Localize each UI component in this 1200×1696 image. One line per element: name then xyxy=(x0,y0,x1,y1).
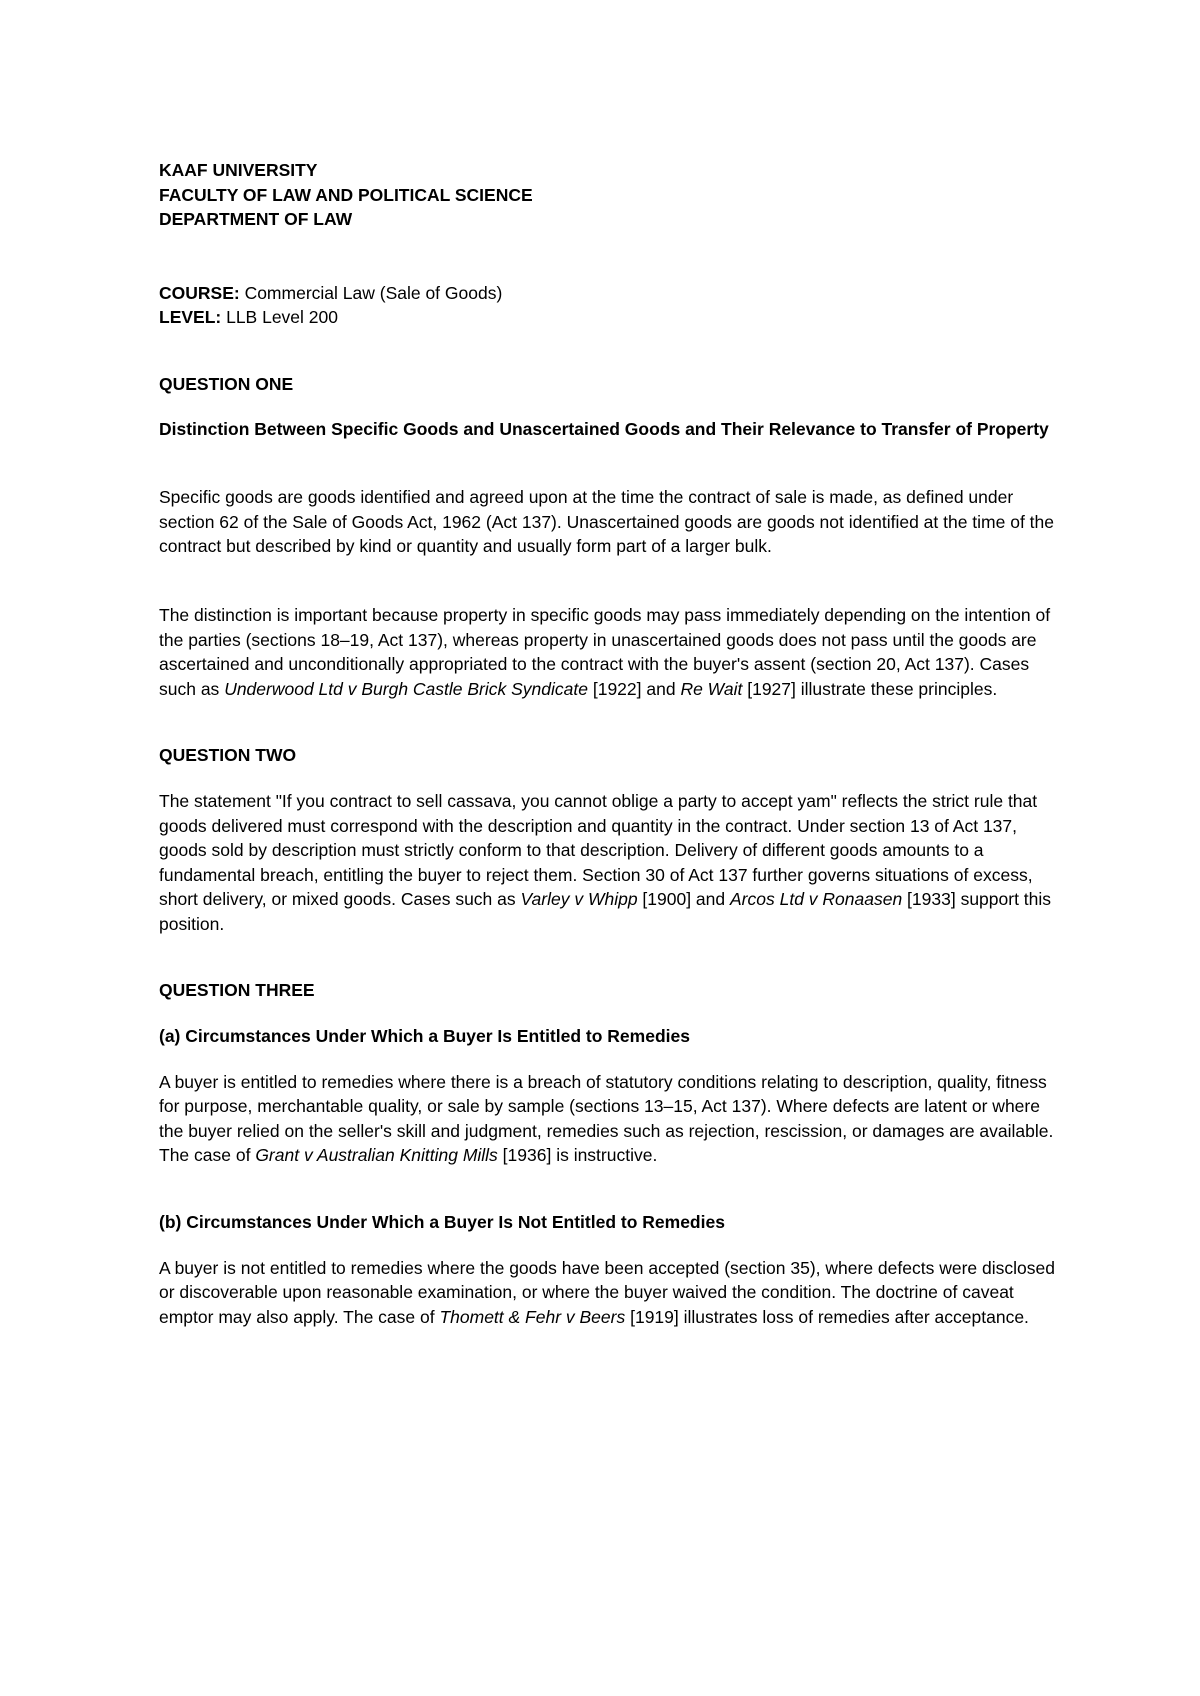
case-arcos: Arcos Ltd v Ronaasen xyxy=(730,889,903,910)
department-name: DEPARTMENT OF LAW xyxy=(159,209,353,230)
q2-text-b: [1900] and xyxy=(637,889,730,910)
q3b-end: [1919] illustrates loss of remedies after acceptance. xyxy=(625,1306,1029,1327)
question-three-a-heading: (a) Circumstances Under Which a Buyer Is Entitled to Remedies xyxy=(159,1026,690,1047)
case-varley: Varley v Whipp xyxy=(520,889,638,910)
level-label: LEVEL: xyxy=(159,307,222,328)
question-one-subheading: Distinction Between Specific Goods and Unascertained Goods and Their Relevance to Transfer of Property xyxy=(159,418,1049,439)
q1-p2-text-b: [1922] and xyxy=(587,678,681,699)
course-line xyxy=(159,281,1064,306)
document-page xyxy=(159,158,1064,1329)
question-three-heading: QUESTION THREE xyxy=(159,980,315,1001)
institution-header xyxy=(159,158,1064,232)
case-re-wait: Re Wait xyxy=(680,678,743,699)
case-thomett: Thomett & Fehr v Beers xyxy=(439,1306,626,1327)
question-two-heading: QUESTION TWO xyxy=(159,745,297,766)
level-value: LLB Level 200 xyxy=(221,307,338,328)
q3a-end: [1936] is instructive. xyxy=(497,1145,658,1166)
question-three-b-heading: (b) Circumstances Under Which a Buyer Is Not Entitled to Remedies xyxy=(159,1212,725,1233)
level-line xyxy=(159,305,1064,330)
faculty-name: FACULTY OF LAW AND POLITICAL SCIENCE xyxy=(159,184,533,205)
question-one-paragraph-2 xyxy=(159,603,1064,701)
course-info xyxy=(159,281,1064,330)
course-label: COURSE: xyxy=(159,282,240,303)
q2-text-c: [1933] support this position. xyxy=(159,889,1052,934)
case-grant: Grant v Australian Knitting Mills xyxy=(255,1145,498,1166)
university-name: KAAF UNIVERSITY xyxy=(159,160,318,180)
question-three-b-paragraph xyxy=(159,1256,1064,1330)
question-two-paragraph xyxy=(159,789,1064,937)
course-value: Commercial Law (Sale of Goods) xyxy=(239,282,503,303)
q3a-text: A buyer is entitled to remedies where there is a breach of statutory conditions relating to description, quality, fitness for purpose, merchantable quality, or sale by sample (sections 13–15, Act 137). Where defects are latent or where the buyer relied on the seller's skill and judgment, remedies such as rejection, rescission, or damages are available. The case of xyxy=(159,1071,1054,1166)
q3b-text: A buyer is not entitled to remedies where the goods have been accepted (section 35), where defects were disclosed or discoverable upon reasonable examination, or where the buyer waived the condition. The doctrine of caveat emptor may also apply. The case of xyxy=(159,1257,1055,1327)
q2-text-a: The statement "If you contract to sell cassava, you cannot oblige a party to accept yam" reflects the strict rule that goods delivered must correspond with the description and quantity in the contract. Under section 13 of Act 137, goods sold by description must strictly conform to that description. Delivery of different goods amounts to a fundamental breach, entitling the buyer to reject them. Section 30 of Act 137 further governs situations of excess, short delivery, or mixed goods. Cases such as xyxy=(159,790,1038,910)
question-three-a-paragraph xyxy=(159,1070,1064,1168)
case-underwood: Underwood Ltd v Burgh Castle Brick Syndicate xyxy=(224,678,588,699)
q1-p2-text-a: The distinction is important because property in specific goods may pass immediately depending on the intention of the parties (sections 18–19, Act 137), whereas property in unascertained goods does not pass until the goods are ascertained and unconditionally appropriated to the contract with the buyer's assent (section 20, Act 137). Cases such as xyxy=(159,604,1051,699)
question-one-heading: QUESTION ONE xyxy=(159,373,294,394)
q1-p2-text-c: [1927] illustrate these principles. xyxy=(742,678,998,699)
question-one-paragraph-1: Specific goods are goods identified and agreed upon at the time the contract of sale is made, as defined under section 62 of the Sale of Goods Act, 1962 (Act 137). Unascertained goods are goods not identified at the time of the contract but described by kind or quantity and usually form part of a larger bulk. xyxy=(159,487,1055,557)
